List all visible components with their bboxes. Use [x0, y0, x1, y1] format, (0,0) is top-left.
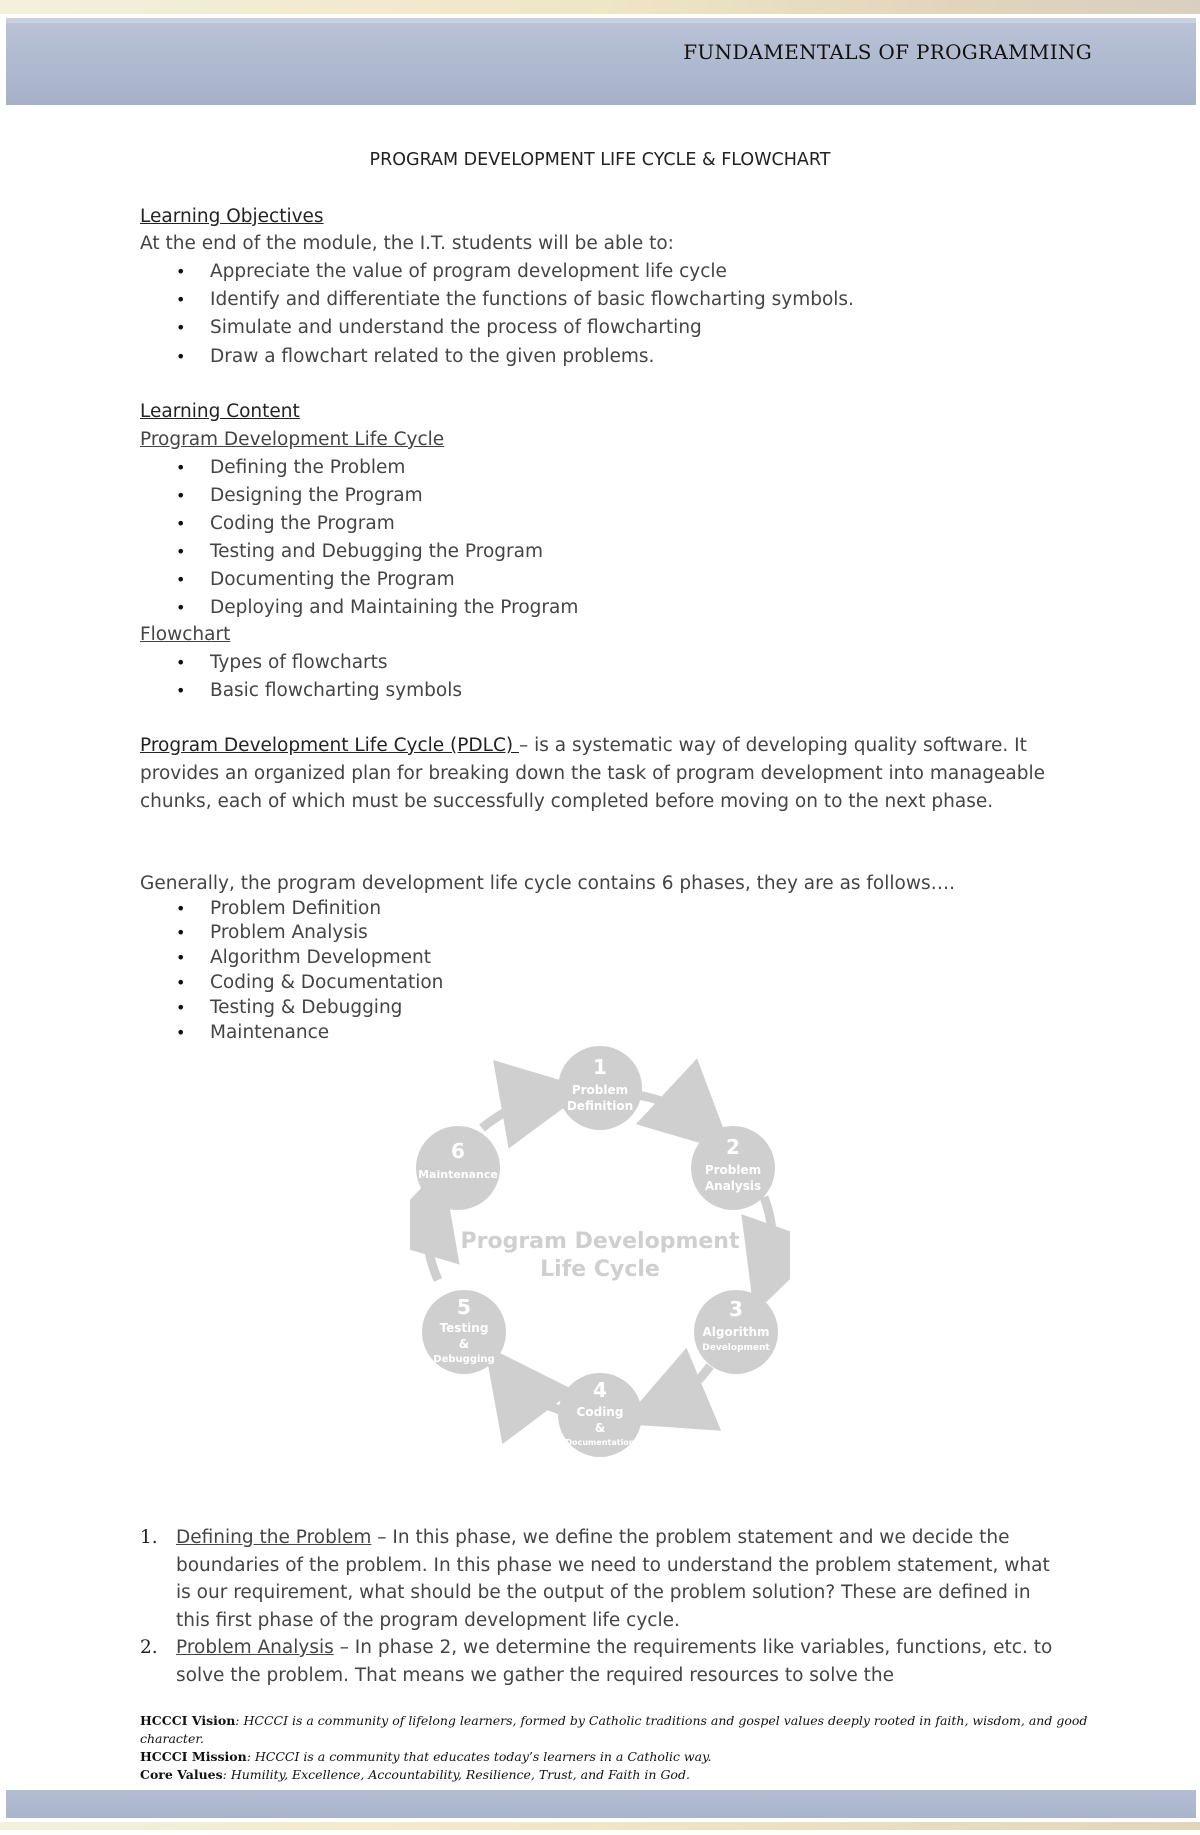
svg-text:Algorithm: Algorithm — [702, 1325, 770, 1339]
content-item: • Testing and Debugging the Program — [176, 541, 543, 562]
svg-text:Debugging: Debugging — [433, 1354, 495, 1365]
cycle-arrow — [427, 1200, 438, 1280]
item-term: Problem Analysis — [176, 1637, 334, 1658]
footer — [140, 1712, 1100, 1784]
svg-text:1: 1 — [593, 1055, 607, 1079]
svg-text:Definition: Definition — [566, 1099, 634, 1113]
cycle-node-4 — [558, 1373, 642, 1457]
cycle-node-5 — [422, 1290, 506, 1374]
content-item: • Defining the Problem — [176, 457, 406, 478]
svg-text:Problem: Problem — [704, 1163, 762, 1177]
item-term: Defining the Problem — [176, 1527, 372, 1548]
svg-text:&: & — [594, 1421, 606, 1435]
svg-text:Maintenance: Maintenance — [418, 1168, 498, 1181]
item-number: 2. — [140, 1637, 158, 1658]
footer-core-values: Core Values: Humility, Excellence, Accountability, Resilience, Trust, and Faith in God. — [140, 1767, 690, 1782]
cycle-node-1 — [558, 1046, 642, 1130]
svg-text:Documentation: Documentation — [565, 1438, 635, 1447]
content-item: • Basic flowcharting symbols — [176, 680, 462, 701]
phase-item: • Testing & Debugging — [176, 997, 403, 1018]
svg-text:5: 5 — [457, 1295, 471, 1319]
pdlc-term: Program Development Life Cycle (PDLC) — [140, 735, 519, 756]
svg-text:2: 2 — [726, 1135, 740, 1159]
phase-item: • Maintenance — [176, 1022, 330, 1043]
numbered-item-2: 2. Problem Analysis – In phase 2, we determine the requirements like variables, functions, etc. to solve the problem. That means we gather the required resources to solve the — [140, 1634, 1060, 1689]
cycle-node-2 — [691, 1126, 775, 1210]
cycle-center-line1: Program Development — [460, 1229, 740, 1254]
svg-text:&: & — [458, 1337, 470, 1351]
bottom-decorative-stripe — [0, 1822, 1200, 1830]
pdlc-definition: Program Development Life Cycle (PDLC) – is a systematic way of developing quality software. It provides an organized plan for breaking down the task of program development into manageable chunks, each of which must be successfully completed before moving on to the next phase. — [140, 735, 1046, 812]
phase-item: • Coding & Documentation — [176, 972, 444, 993]
content-item: • Designing the Program — [176, 485, 423, 506]
cycle-arrow — [482, 1095, 554, 1128]
svg-text:Analysis: Analysis — [704, 1179, 762, 1193]
footer-vision: HCCCI Vision: HCCCI is a community of lifelong learners, formed by Catholic traditions and gospel values deeply rooted in faith, wisdom, and good character. — [140, 1713, 1088, 1746]
objective-item: • Identify and differentiate the functions of basic flowcharting symbols. — [176, 289, 854, 310]
phases-intro: Generally, the program development life cycle contains 6 phases, they are as follows…. — [140, 873, 956, 894]
cycle-arrow — [764, 1197, 773, 1280]
svg-text:Development: Development — [702, 1343, 770, 1353]
content-item: • Types of flowcharts — [176, 652, 388, 673]
svg-text:6: 6 — [451, 1139, 465, 1163]
pdlc-subheading: Program Development Life Cycle — [140, 429, 445, 450]
svg-text:Coding: Coding — [576, 1405, 624, 1419]
document-title: PROGRAM DEVELOPMENT LIFE CYCLE & FLOWCHART — [369, 150, 831, 170]
header-title: FUNDAMENTALS OF PROGRAMMING — [683, 40, 1092, 64]
objectives-heading: Learning Objectives — [140, 206, 324, 227]
content-item: • Deploying and Maintaining the Program — [176, 597, 579, 618]
objective-item: • Draw a flowchart related to the given problems. — [176, 346, 655, 367]
content-heading: Learning Content — [140, 401, 300, 422]
content-item: • Documenting the Program — [176, 569, 455, 590]
item-number: 1. — [140, 1527, 158, 1548]
cycle-center-line2: Life Cycle — [540, 1257, 660, 1282]
phase-item: • Problem Analysis — [176, 922, 368, 943]
objective-item: • Appreciate the value of program development life cycle — [176, 261, 727, 282]
top-decorative-stripe — [0, 0, 1200, 14]
content-item: • Coding the Program — [176, 513, 395, 534]
svg-text:Testing: Testing — [439, 1321, 489, 1335]
cycle-arrow — [506, 1374, 560, 1410]
numbered-item-1: 1. Defining the Problem – In this phase, we define the problem statement and we decide the boundaries of the problem. In this phase we need to understand the problem statement, what is our requirement, what should be the output of the problem solution? These are defined in this first phase of the program development life cycle. — [140, 1524, 1060, 1634]
cycle-arrow — [654, 1366, 710, 1410]
footer-mission: HCCCI Mission: HCCCI is a community that educates today’s learners in a Catholic way. — [140, 1749, 712, 1764]
cycle-node-6 — [416, 1126, 500, 1210]
cycle-arrow — [638, 1095, 706, 1128]
pdlc-cycle-diagram — [410, 1040, 790, 1470]
objective-item: • Simulate and understand the process of flowcharting — [176, 317, 702, 338]
svg-text:Problem: Problem — [571, 1083, 629, 1097]
phase-item: • Algorithm Development — [176, 947, 432, 968]
svg-text:3: 3 — [729, 1297, 743, 1321]
phase-item: • Problem Definition — [176, 898, 382, 919]
cycle-node-3 — [694, 1290, 778, 1374]
svg-text:4: 4 — [593, 1378, 607, 1402]
objectives-intro: At the end of the module, the I.T. students will be able to: — [140, 233, 674, 254]
footer-band — [6, 1790, 1196, 1818]
flowchart-subheading: Flowchart — [140, 624, 231, 645]
